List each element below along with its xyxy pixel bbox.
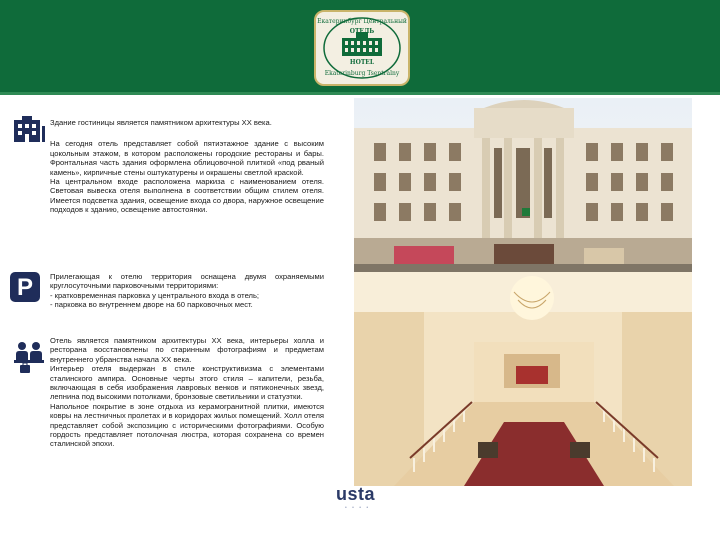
building-paragraph-3: На центральном входе расположена маркиза с наименованием отеля. Световая вывеска отеля выполнена в соответствии общим стилем отеля. Имеется подсветка здания, освещение входа со двора, наружное освещение подходов к зданию, освещение автостоянки. xyxy=(50,177,324,215)
logo-bottom-text: Ekaterinburg Tsentralny xyxy=(324,70,400,77)
interior-paragraph-1: Отель является памятником архитектуры XX века, интерьеры холла и ресторана восстановлены по старинным фотографиям и предметам внутреннего убранства начала XX века. xyxy=(50,336,324,364)
building-paragraph-2: На сегодня отель представляет собой пятиэтажное здание с высоким цокольным этажом, в котором расположены городские рестораны и бары. Фронтальная часть здания оформлена облицовочной плиткой «под рваный камень», кирпичные стены оштукатурены и окрашены светлой краской. xyxy=(50,139,324,177)
logo-badge-text: HOTEL xyxy=(349,59,375,66)
parking-description xyxy=(50,272,324,310)
hotel-facade-photo xyxy=(354,98,692,272)
hotel-logo xyxy=(314,10,410,86)
hotel-interior-photo xyxy=(354,272,692,486)
usta-logo-dots: • • • • xyxy=(345,505,371,511)
building-icon xyxy=(12,114,46,149)
interior-paragraph-2: Интерьер отеля выдержан в стиле конструктивизма с элементами сталинского ампира. Основные черты этого стиля – капители, резьба, включающая в себя изображения лавровых венков и пятиконечных звезд, лепнина под высокими потолками, бронзовые светильники и статуэтки. xyxy=(50,364,324,402)
logo-top-text: Екатеринбург Центральный xyxy=(317,18,407,25)
parking-icon-letter: P xyxy=(16,274,33,301)
usta-logo-text: usta xyxy=(336,484,376,504)
parking-paragraph-3: - парковка во внутреннем дворе на 60 парковочных мест. xyxy=(50,300,253,310)
parking-icon xyxy=(10,272,40,302)
header-banner xyxy=(0,0,720,95)
parking-paragraph-1: Прилегающая к отелю территория оснащена двумя охраняемыми круглосуточными парковочными территориями: xyxy=(50,272,324,291)
parking-paragraph-2: - кратковременная парковка у центрального входа в отель; xyxy=(50,290,260,300)
logo-middle-text: ОТЕЛЬ xyxy=(349,28,375,35)
building-description xyxy=(50,118,324,215)
reception-icon xyxy=(12,340,46,379)
interior-description xyxy=(50,336,324,449)
building-paragraph-1: Здание гостиницы является памятником архитектуры XX века. xyxy=(50,118,272,127)
interior-paragraph-3: Напольное покрытие в зоне отдыха из керамогранитной плитки, имеются ковры на лестничных пролетах и в коридорах жилых помещений. Холл отеля представляет собой экспозицию с историческими фотографиями. Особую гордость представляет потолочная люстра, которая сохранена со времен сталинской эпохи. xyxy=(50,401,324,449)
